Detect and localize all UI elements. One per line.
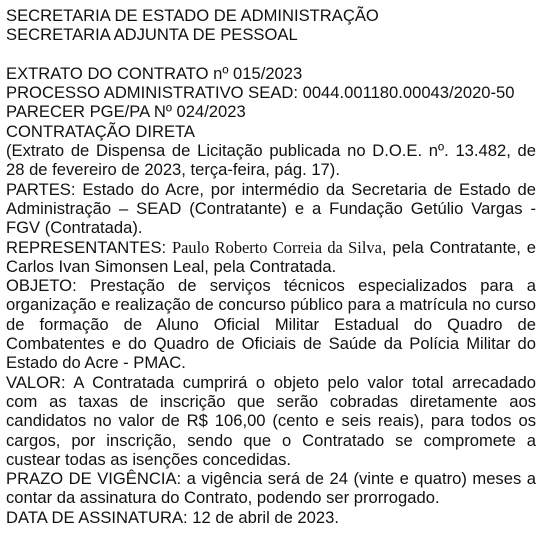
- partes-text: Estado do Acre, por intermédio da Secretaria de Estado de Administração – SEAD (Contratante) e a Fundação Getúlio Vargas - FGV (Contratada).: [6, 179, 536, 238]
- representante-contratada: Carlos Ivan Simonsen Leal, pela Contratada.: [6, 256, 337, 276]
- representantes-text-1: , pela Contratante, e: [381, 237, 536, 257]
- contract-type: CONTRATAÇÃO DIRETA: [6, 121, 195, 141]
- assinatura-paragraph: [6, 508, 536, 527]
- header-line-1: SECRETARIA DE ESTADO DE ADMINISTRAÇÃO: [6, 6, 379, 25]
- representante-contratante-name: Paulo Roberto Correia da Silva: [172, 237, 382, 257]
- assinatura-text: 12 de abril de 2023.: [187, 507, 339, 527]
- objeto-label: OBJETO:: [6, 276, 77, 296]
- contract-number: EXTRATO DO CONTRATO nº 015/2023: [6, 63, 303, 83]
- objeto-text: Prestação de serviços técnicos especializados para a organização e realização de concurso público para a matrícula no curso de formação de Aluno Oficial Militar Estadual do Quadro de Combatentes e do Quadro de Oficiais de Saúde da Polícia Militar do Estado do Acre - PMAC.: [6, 276, 536, 373]
- valor-label: VALOR:: [6, 372, 66, 392]
- vigencia-text: a vigência será de 24 (vinte e quatro) meses a contar da assinatura do Contrato, podendo ser prorrogado.: [6, 469, 536, 508]
- vigencia-paragraph: [6, 469, 536, 508]
- dispensa-note: (Extrato de Dispensa de Licitação publicada no D.O.E. nº. 13.482, de 28 de fevereiro de 2023, terça-feira, pág. 17).: [6, 141, 536, 180]
- valor-paragraph: [6, 373, 536, 469]
- opinion-number: PARECER PGE/PA Nº 024/2023: [6, 102, 246, 122]
- blank-line: [6, 45, 536, 64]
- vigencia-label: PRAZO DE VIGÊNCIA:: [6, 469, 182, 489]
- objeto-paragraph: [6, 276, 536, 372]
- partes-label: PARTES:: [6, 179, 76, 199]
- valor-text: A Contratada cumprirá o objeto pelo valor total arrecadado com as taxas de inscrição que serão cobradas diretamente aos candidatos no valor de R$ 106,00 (cento e seis reais), para todos os cargos, por inscrição, sendo que o Contratado se compromete a custear todas as isenções concedidas.: [6, 372, 536, 469]
- process-number: PROCESSO ADMINISTRATIVO SEAD: 0044.001180.00043/2020-50: [6, 83, 515, 103]
- representantes-paragraph: [6, 238, 536, 257]
- header-line-2: SECRETARIA ADJUNTA DE PESSOAL: [6, 25, 298, 45]
- representantes-label: REPRESENTANTES:: [6, 237, 172, 257]
- assinatura-label: DATA DE ASSINATURA:: [6, 507, 188, 527]
- partes-paragraph: [6, 180, 536, 238]
